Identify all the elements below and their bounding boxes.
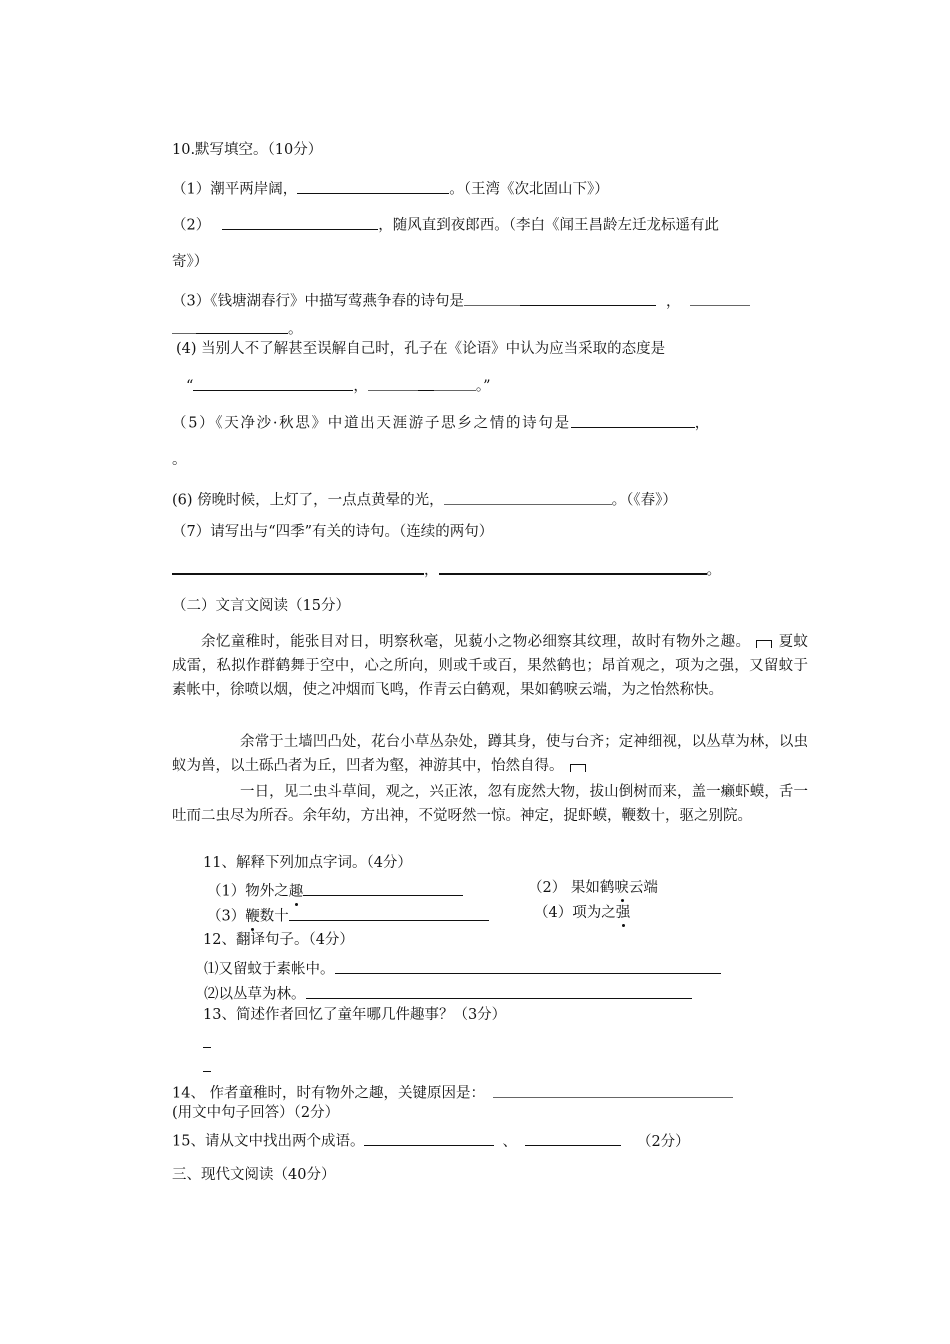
q10-item-4-cont xyxy=(186,375,491,396)
passage-paragraph-3 xyxy=(172,780,808,828)
q10-item-7-end: 。 xyxy=(706,562,721,579)
q11-item-4-prompt: （4）项为之 xyxy=(534,905,616,921)
correction-mark-icon xyxy=(756,640,772,648)
q10-item-3-blank-b[interactable] xyxy=(520,290,656,306)
q10-item-2 xyxy=(172,214,719,235)
q10-item-3-blank-c[interactable] xyxy=(690,290,750,306)
q10-item-2-source: ，随风直到夜郎西。（李白《闻王昌龄左迁龙标遥有此 xyxy=(378,217,719,234)
q12-item-1-blank[interactable] xyxy=(335,958,721,974)
q10-item-4-close: 。” xyxy=(475,378,491,395)
q11-item-2 xyxy=(528,880,658,897)
q10-item-2-prompt: （2） xyxy=(172,217,211,234)
q11-item-2-dotted: 唳 xyxy=(614,880,629,896)
q10-item-4-blank-c[interactable] xyxy=(418,375,434,391)
q15-prompt: 15、请从文中找出两个成语。 xyxy=(172,1133,365,1150)
q15-sep: 、 xyxy=(502,1133,517,1150)
q11-item-4-dotted: 强 xyxy=(615,905,631,921)
q15-score: （2分） xyxy=(636,1133,690,1150)
q12-item-1 xyxy=(204,958,721,979)
q10-item-4-blank-b[interactable] xyxy=(368,375,418,391)
passage-paragraph-1-b: 夏蚊成雷，私拟作群鹤舞于空中，心之所向，则或千或百，果然鹤也；昂首观之，项为之强，又留蚊于素帐中，徐喷以烟，使之冲烟而飞鸣，作青云白鹤观，果如鹤唳云端，为之怡然称快。 xyxy=(172,634,809,698)
q14-prompt: 14、 作者童稚时，时有物外之趣，关键原因是： xyxy=(172,1085,486,1102)
q15-blank-a[interactable] xyxy=(364,1130,494,1146)
q12-item-1-prompt: ⑴又留蚊于素帐中。 xyxy=(204,961,335,978)
q10-item-3-cont xyxy=(172,318,303,339)
q14-line-1 xyxy=(172,1082,733,1103)
section-2-title: （二）文言文阅读（15分） xyxy=(172,598,350,614)
q10-item-3-blank-d[interactable] xyxy=(172,318,196,334)
q10-item-7-blank-a[interactable] xyxy=(172,558,424,575)
q10-item-3-blank-a[interactable] xyxy=(464,290,520,306)
q10-item-3 xyxy=(172,290,750,311)
q15-blank-b[interactable] xyxy=(525,1130,621,1146)
q11-item-1-blank[interactable] xyxy=(303,880,463,896)
q11-item-1-dotted: 趣 xyxy=(288,883,304,900)
q10-item-3-prompt: （3）《钱塘湖春行》中描写莺燕争春的诗句是 xyxy=(172,293,464,310)
q10-item-6-blank[interactable] xyxy=(444,489,612,505)
passage-paragraph-1-a: 余忆童稚时，能张目对日，明察秋毫，见藐小之物必细察其纹理，故时有物外之趣。 xyxy=(201,634,751,650)
passage-paragraph-3-text: 一日，见二虫斗草间，观之，兴正浓，忽有庞然大物，拔山倒树而来，盖一癞虾蟆，舌一吐而二虫尽为所吞。余年幼，方出神，不觉呀然一惊。神定，捉虾蟆，鞭数十，驱之别院。 xyxy=(172,784,808,824)
passage-paragraph-1 xyxy=(172,630,808,702)
q11-item-3-prompt: （3） xyxy=(207,908,246,925)
q11-item-1-prompt: （1）物外之 xyxy=(207,883,289,900)
q10-title: 10.默写填空。（10分） xyxy=(172,142,323,158)
q10-item-4-sep: ， xyxy=(353,378,368,395)
q10-item-4-blank-d[interactable] xyxy=(434,375,476,391)
q10-item-7: （7）请写出与“四季”有关的诗句。（连续的两句） xyxy=(172,524,494,540)
section-3-title: 三、现代文阅读（40分） xyxy=(172,1167,336,1183)
q10-item-1-source: 。（王湾《次北固山下》） xyxy=(449,181,609,198)
q10-item-6-prompt: (6) 傍晚时候，上灯了，一点点黄晕的光， xyxy=(172,492,444,509)
q13-answer-line-2[interactable] xyxy=(203,1060,211,1077)
q10-item-7-sep: ， xyxy=(424,562,439,579)
q10-item-5-cont: 。 xyxy=(172,452,187,468)
q13-answer-line-1[interactable] xyxy=(203,1036,211,1053)
q10-item-3-blank-e[interactable] xyxy=(196,318,288,334)
q10-item-5-blank[interactable] xyxy=(571,412,695,428)
q10-item-3-sep: ， xyxy=(665,293,681,310)
q10-item-5 xyxy=(172,412,711,433)
q14-blank[interactable] xyxy=(493,1082,733,1098)
q10-item-5-prompt: （5）《天净沙·秋思》中道出天涯游子思乡之情的诗句是 xyxy=(172,415,571,432)
passage-paragraph-2-text: 余常于土墙凹凸处，花台小草丛杂处，蹲其身，使与台齐；定神细视，以丛草为林，以虫蚁为兽，以土砾凸者为丘，凹者为壑，神游其中，怡然自得。 xyxy=(172,734,808,774)
correction-mark-icon xyxy=(570,764,586,772)
q10-item-4: (4) 当别人不了解甚至误解自己时，孔子在《论语》中认为应当采取的态度是 xyxy=(176,341,666,357)
q11-title: 11、解释下列加点字词。（4分） xyxy=(203,855,412,871)
q11-item-2-prompt: （2） 果如鹤 xyxy=(528,880,615,896)
q11-item-2-suffix: 云端 xyxy=(628,880,658,896)
q12-item-2-blank[interactable] xyxy=(306,983,692,999)
q10-item-4-blank-a[interactable] xyxy=(193,375,353,391)
q10-item-1 xyxy=(172,178,609,199)
q10-item-1-blank[interactable] xyxy=(297,178,449,194)
q11-item-3-dotted: 鞭 xyxy=(245,908,260,925)
q10-item-4-open: “ xyxy=(186,378,194,395)
q10-item-5-sep: ， xyxy=(694,415,711,432)
q11-item-3-suffix: 数十 xyxy=(259,908,289,925)
q12-item-2-prompt: ⑵以丛草为林。 xyxy=(204,986,306,1003)
q10-item-7-blank-b[interactable] xyxy=(439,558,707,575)
q14-line-2: (用文中句子回答）（2分） xyxy=(172,1105,340,1121)
q12-item-2 xyxy=(204,983,692,1004)
q10-item-1-prompt: （1）潮平两岸阔， xyxy=(172,181,298,198)
q10-item-6 xyxy=(172,489,677,510)
q11-item-1 xyxy=(207,880,463,901)
q10-item-2-cont: 寄》） xyxy=(172,254,209,270)
q11-item-3 xyxy=(207,905,489,926)
q13-title: 13、简述作者回忆了童年哪几件趣事？（3分） xyxy=(203,1007,507,1023)
q11-item-3-blank[interactable] xyxy=(289,905,489,921)
q15 xyxy=(172,1130,690,1151)
q11-item-4 xyxy=(534,905,630,922)
passage-paragraph-2 xyxy=(172,730,808,778)
q12-title: 12、翻译句子。（4分） xyxy=(203,932,354,948)
q10-item-2-blank[interactable] xyxy=(222,214,378,230)
q10-item-6-source: 。（《春》） xyxy=(611,492,677,509)
q10-item-3-end: 。 xyxy=(288,321,303,338)
q10-item-7-answer xyxy=(172,558,721,580)
